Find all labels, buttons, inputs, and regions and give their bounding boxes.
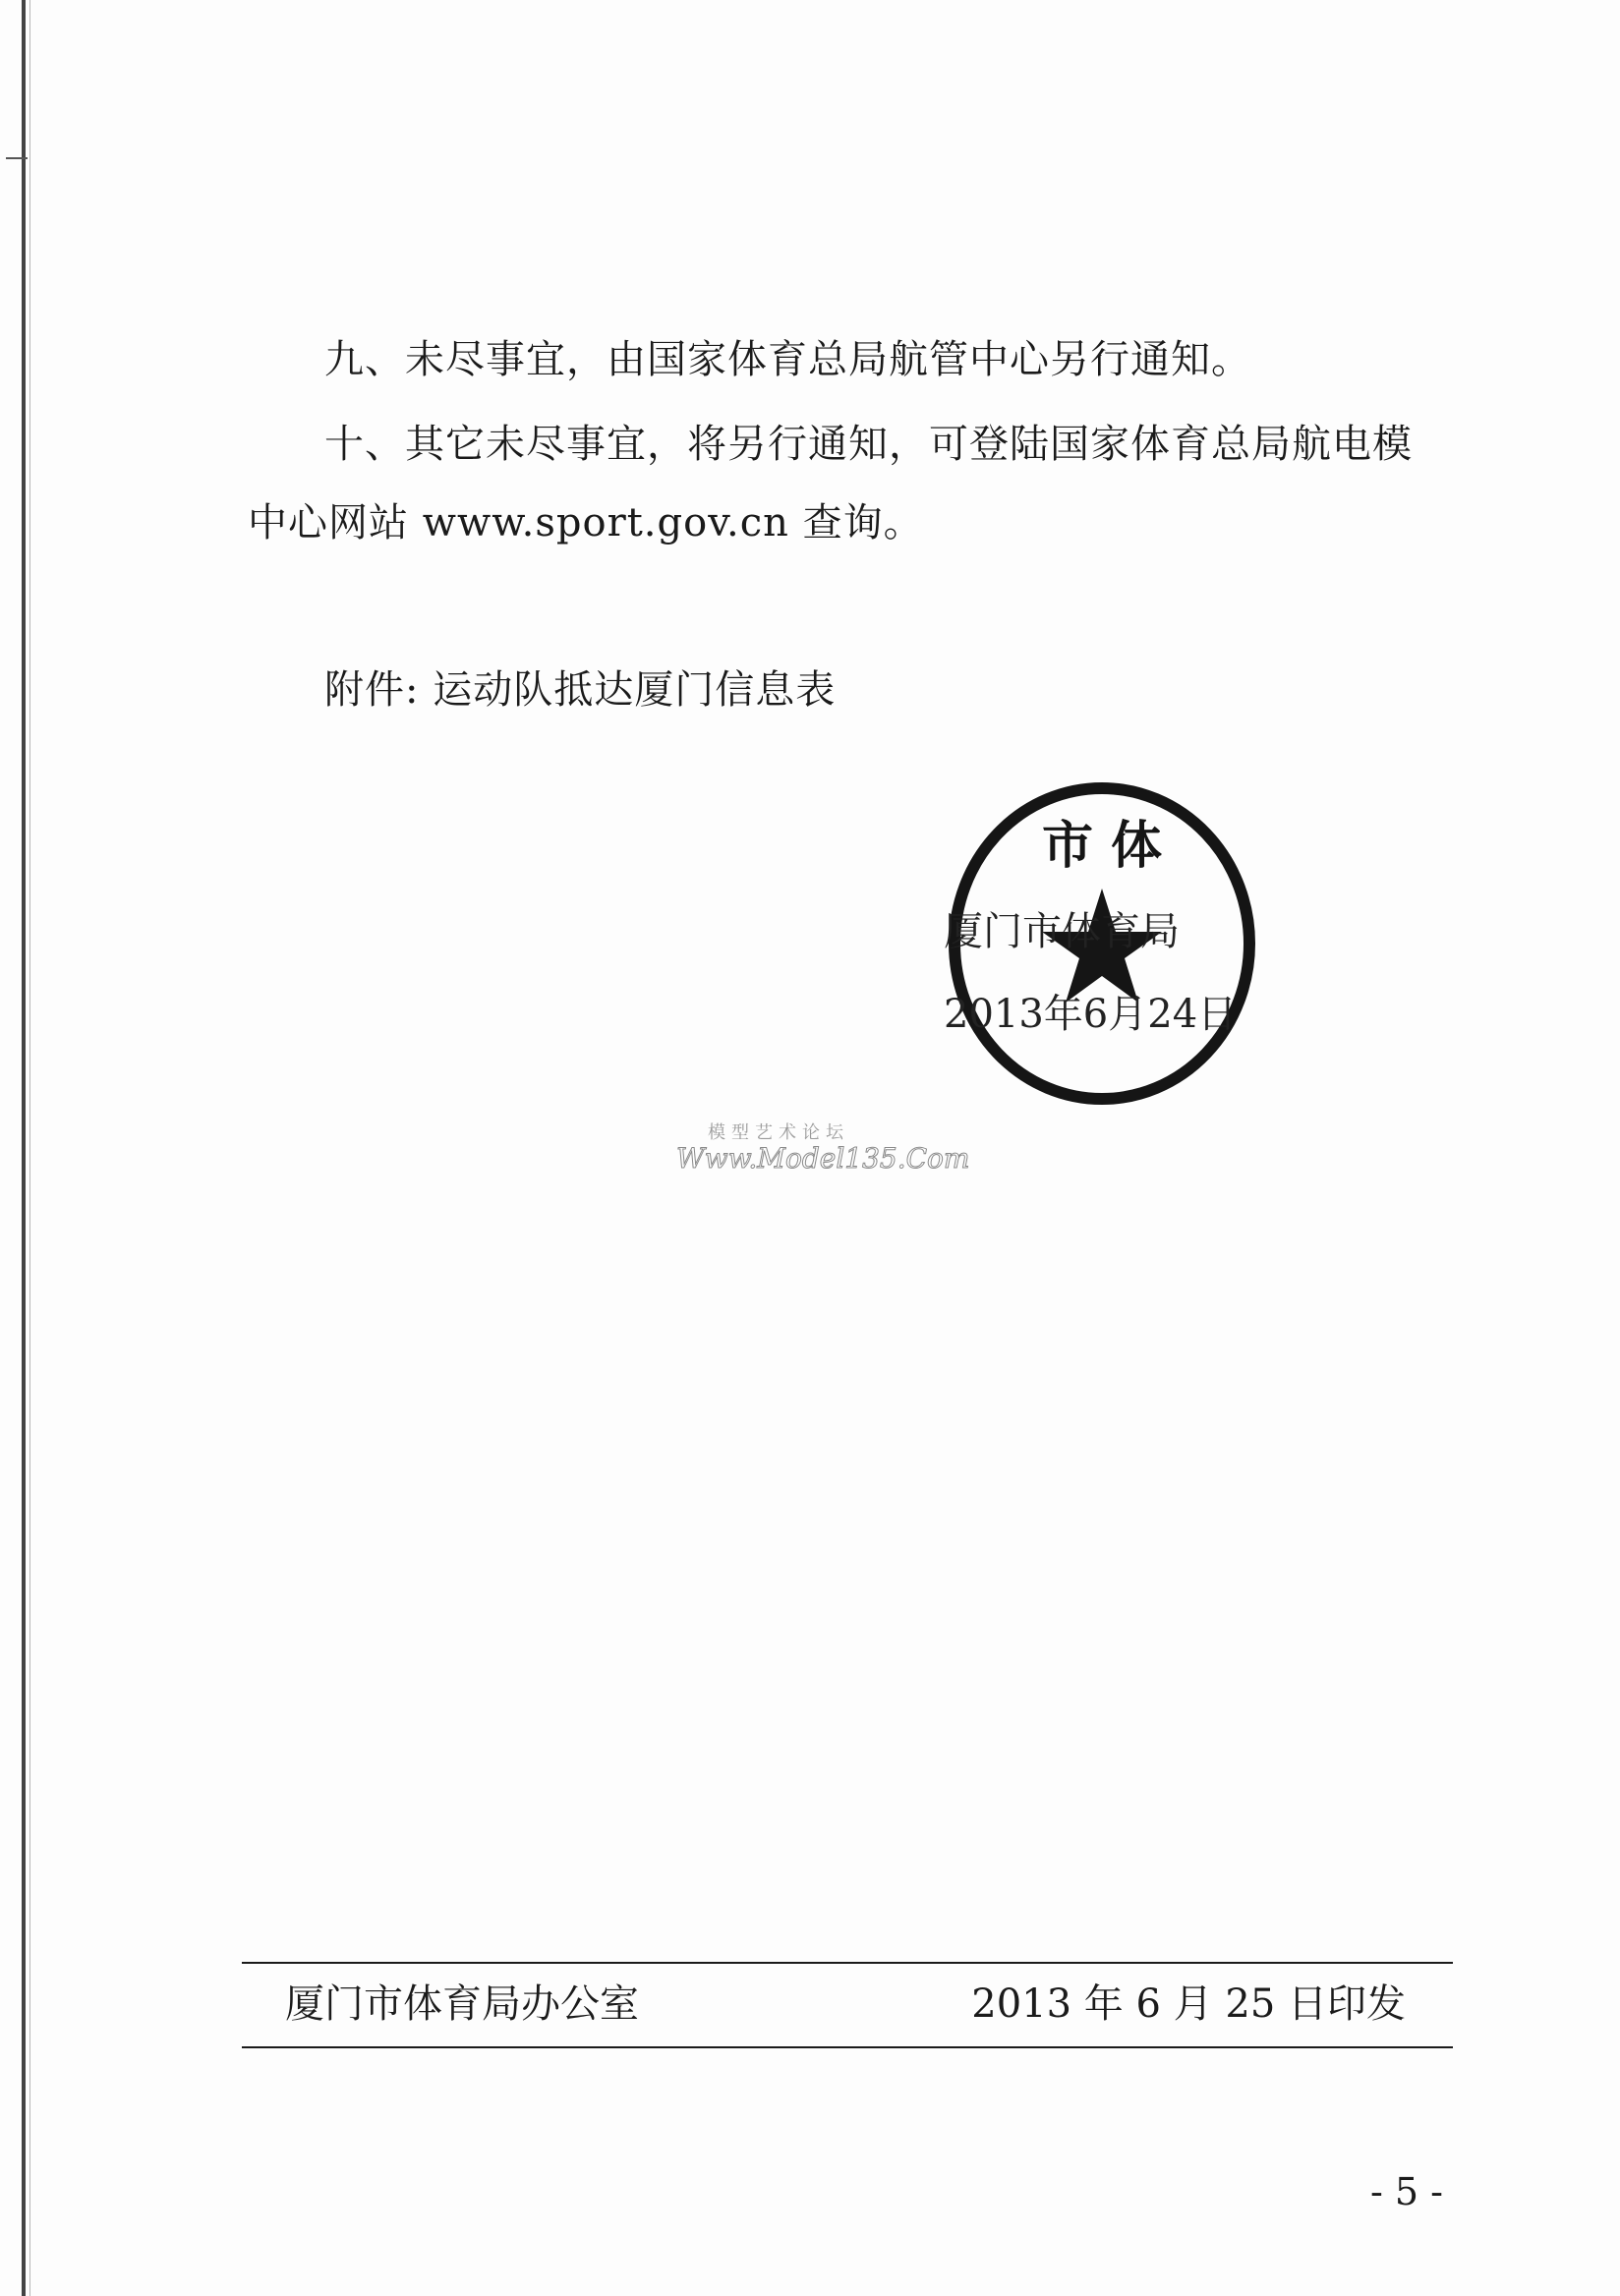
scan-binding-edge	[22, 0, 26, 2296]
watermark-url: Www.Model135.Com	[676, 1142, 970, 1175]
footer-print-date: 2013 年 6 月 25 日印发	[971, 1981, 1406, 2027]
signature-org: 厦门市体育局	[944, 909, 1180, 954]
scan-binding-line	[29, 0, 30, 2296]
footer-issuer: 厦门市体育局办公室	[285, 1981, 639, 2027]
page-number: - 5 -	[1369, 2170, 1443, 2213]
scan-mark	[6, 157, 28, 159]
attachment-line: 附件: 运动队抵达厦门信息表	[324, 667, 837, 713]
footer-rule-top	[242, 1962, 1453, 1964]
paragraph-ten-continued: 中心网站 www.sport.gov.cn 查询。	[248, 500, 924, 545]
watermark-forum-name: 模型艺术论坛	[708, 1122, 849, 1143]
paragraph-nine: 九、未尽事宜，由国家体育总局航管中心另行通知。	[324, 337, 1251, 382]
paragraph-ten: 十、其它未尽事宜，将另行通知，可登陆国家体育总局航电模	[324, 422, 1413, 467]
seal-ring-text: 市 体	[1041, 816, 1163, 876]
signature-date: 2013年6月24日	[944, 992, 1238, 1037]
footer-rule-bottom	[242, 2046, 1453, 2048]
